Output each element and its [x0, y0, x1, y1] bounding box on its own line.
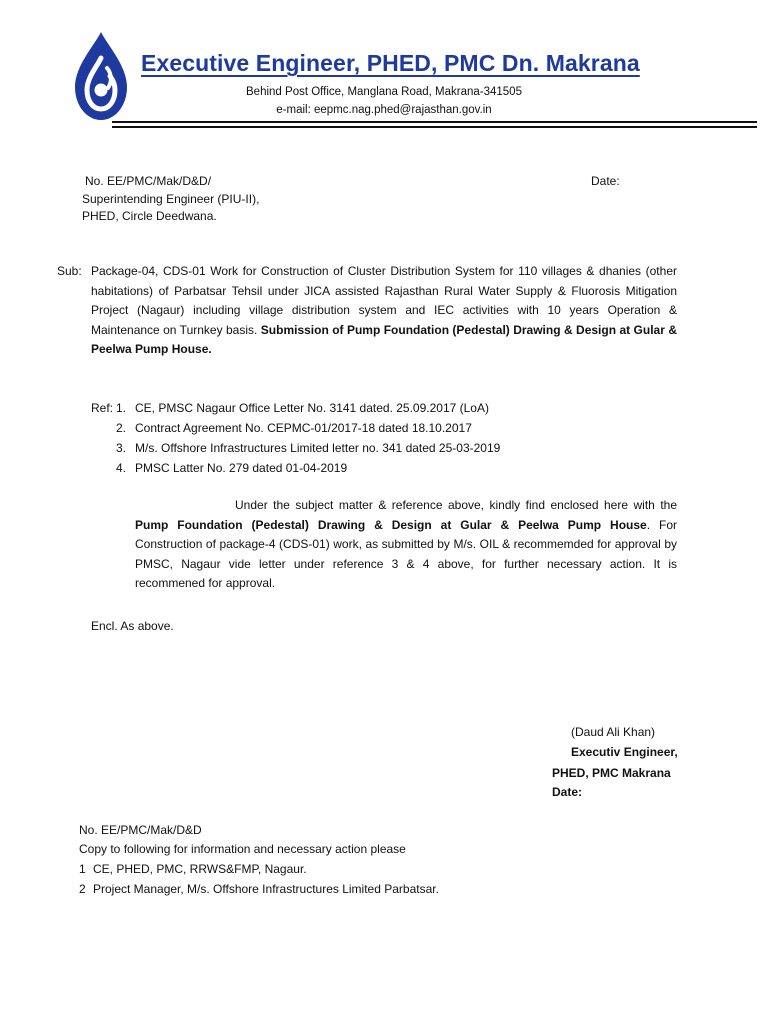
signatory-designation: Executiv Engineer,	[571, 745, 678, 759]
copy-item: CE, PHED, PMC, RRWS&FMP, Nagaur.	[93, 862, 307, 876]
enclosure: Encl. As above.	[91, 619, 174, 633]
body-text: Under the subject matter & reference above, kindly find enclosed here with the	[235, 498, 677, 512]
ref-item: Contract Agreement No. CEPMC-01/2017-18 dated 18.10.2017	[135, 421, 472, 435]
header-rule	[112, 126, 757, 128]
subject-text	[91, 262, 677, 360]
ref-num: 2.	[116, 421, 127, 435]
header-rule	[112, 121, 757, 123]
letterhead-email: e-mail: eepmc.nag.phed@rajasthan.gov.in	[276, 104, 492, 116]
signatory-name: (Daud Ali Khan)	[571, 725, 656, 739]
signatory-office: PHED, PMC Makrana	[552, 766, 671, 780]
ref-item: PMSC Latter No. 279 dated 01-04-2019	[135, 461, 348, 475]
recipient-line-2: PHED, Circle Deedwana.	[82, 209, 217, 223]
body-paragraph	[135, 496, 677, 594]
subject-bold: Submission of Pump Foundation (Pedestal) Drawing & Design at Gular & Peelwa Pump House.	[91, 322, 677, 356]
copy-intro: Copy to following for information and necessary action please	[79, 842, 406, 856]
letter-number: No. EE/PMC/Mak/D&D/	[85, 174, 212, 188]
signature-date-label: Date:	[552, 785, 583, 799]
ref-num: 4.	[116, 461, 127, 475]
ref-num: 3.	[116, 441, 127, 455]
copy-item: Project Manager, M/s. Offshore Infrastructures Limited Parbatsar.	[93, 882, 439, 896]
body-bold: Pump Foundation (Pedestal) Drawing & Design at Gular & Peelwa Pump House	[135, 517, 647, 532]
ref-num: 1.	[116, 401, 127, 415]
copy-num: 2	[79, 882, 86, 896]
letterhead-title: Executive Engineer, PHED, PMC Dn. Makrana	[141, 50, 640, 76]
subject-label: Sub:	[57, 264, 82, 278]
date-label: Date:	[591, 174, 620, 188]
ref-label: Ref:	[91, 401, 114, 415]
ref-item: M/s. Offshore Infrastructures Limited letter no. 341 dated 25-03-2019	[135, 441, 501, 455]
recipient-line-1: Superintending Engineer (PIU-II),	[82, 192, 260, 206]
subject-body: Package-04, CDS-01 Work for Construction of Cluster Distribution System for 110 villages & dhanies (other habitations) of Parbatsar Tehsil under JICA assisted Rajasthan Rural Water Supply & Fluorosis Mitigation Project (Nagaur) including village distribution system and IEC activities with 10 years Operation & Maintenance on Turnkey basis.	[91, 264, 677, 337]
copy-number: No. EE/PMC/Mak/D&D	[79, 823, 202, 837]
ref-item: CE, PMSC Nagaur Office Letter No. 3141 dated. 25.09.2017 (LoA)	[135, 401, 489, 415]
letterhead-address: Behind Post Office, Manglana Road, Makrana-341505	[246, 86, 522, 98]
body-text: . For Construction of package-4 (CDS-01) work, as submitted by M/s. OIL & recommemded for approval by PMSC, Nagaur vide letter under reference 3 & 4 above, for further necessary action. It is recommened for approval.	[135, 517, 677, 590]
copy-num: 1	[79, 862, 86, 876]
